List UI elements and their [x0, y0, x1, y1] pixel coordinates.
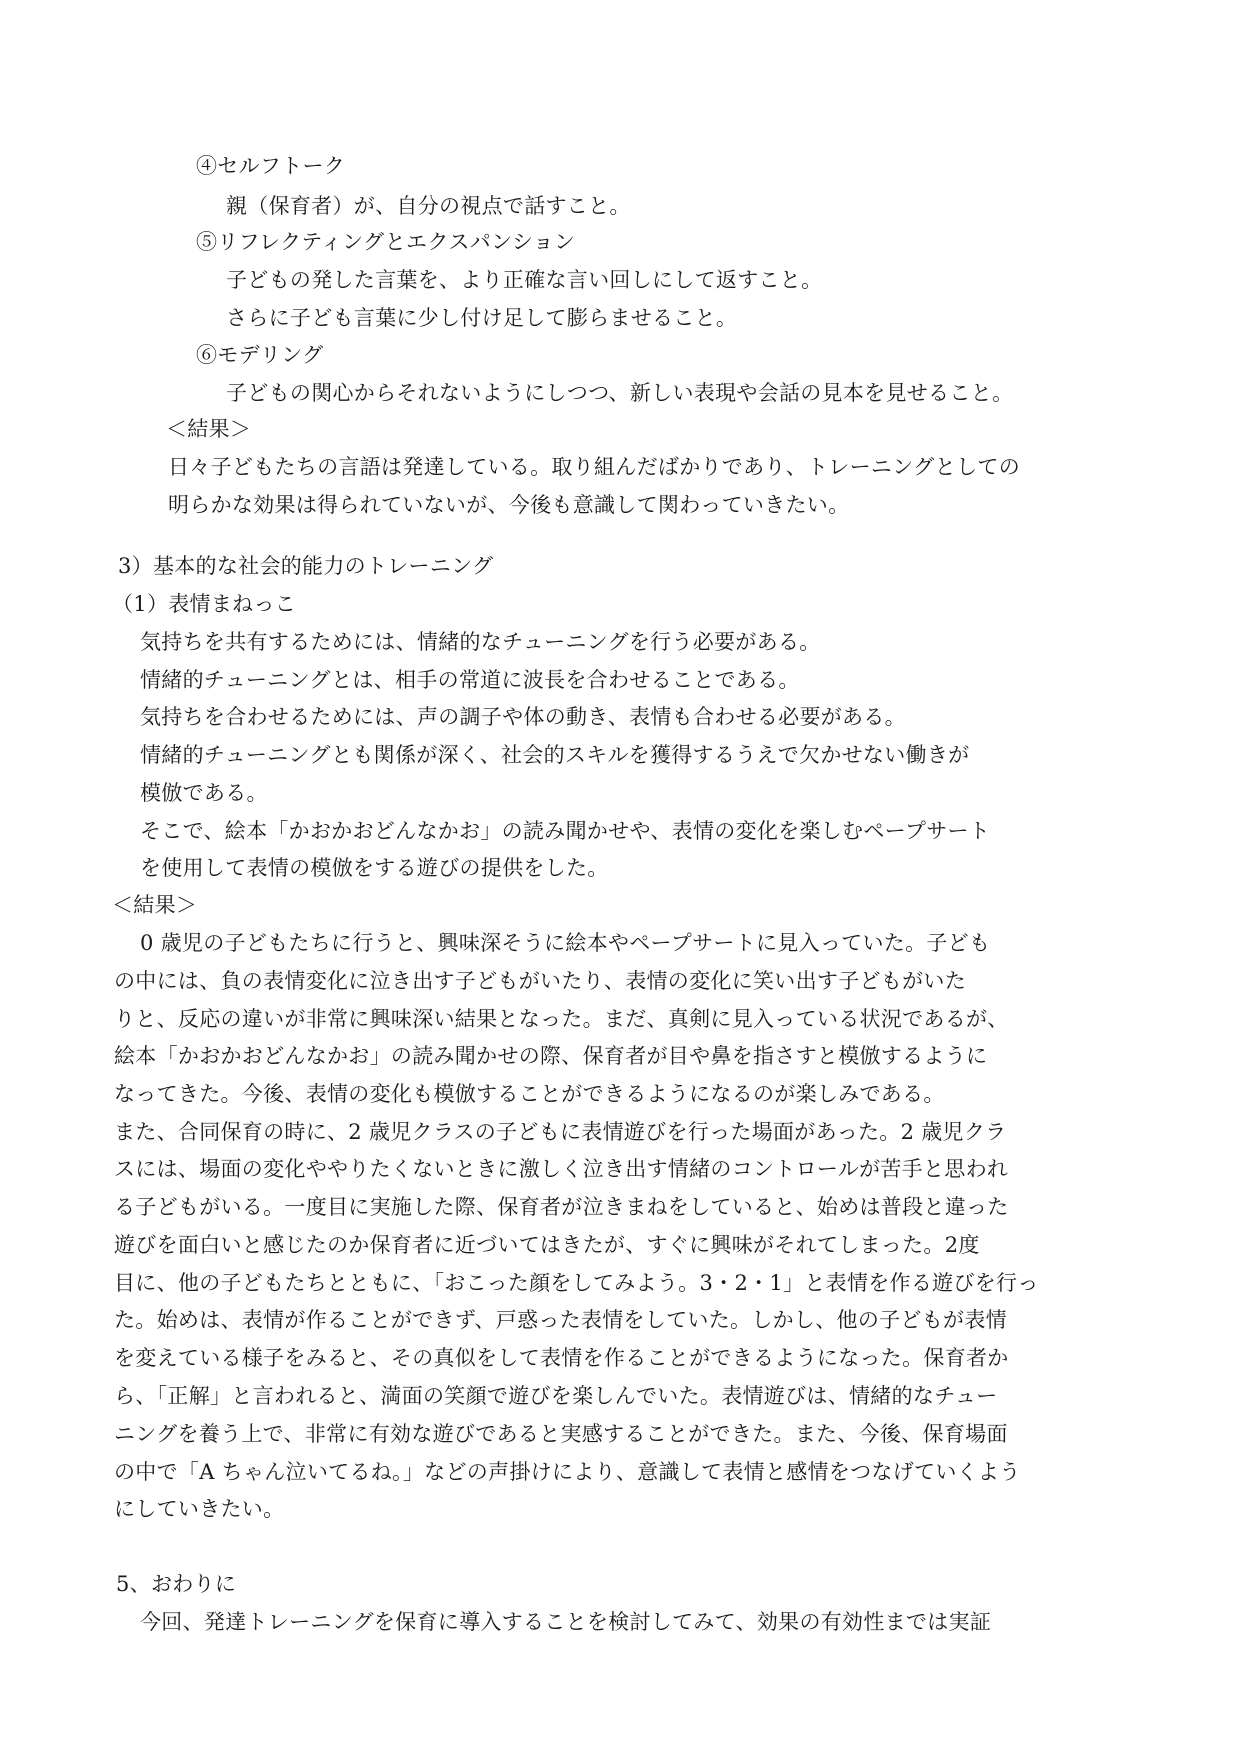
language-result-line: 明らかな効果は得られていないが、今後も意識して関わっていきたい。: [168, 493, 850, 517]
result-line: また、合同保育の時に、2 歳児クラスの子どもに表情遊びを行った場面があった。2 歳児クラ: [114, 1120, 1007, 1144]
item-self-talk-body: 親（保育者）が、自分の視点で話すこと。: [226, 194, 631, 218]
item-modeling-body: 子どもの関心からそれないようにしつつ、新しい表現や会話の見本を見せること。: [226, 381, 1014, 405]
result-line: にしていきたい。: [114, 1497, 285, 1521]
item-reflecting-body-1: 子どもの発した言葉を、より正確な言い回しにして返すこと。: [226, 268, 823, 292]
section-5-body: 今回、発達トレーニングを保育に導入することを検討してみて、効果の有効性までは実証: [140, 1610, 992, 1634]
intro-line: 気持ちを合わせるためには、声の調子や体の動き、表情も合わせる必要がある。: [140, 705, 906, 729]
section-5-heading: 5、おわりに: [116, 1572, 237, 1596]
result-line: ら、「正解」と言われると、満面の笑顔で遊びを楽しんでいた。表情遊びは、情緒的なチュー: [114, 1384, 998, 1408]
section-3-subheading: （1）表情まねっこ: [112, 592, 297, 616]
language-result-line: 日々子どもたちの言語は発達している。取り組んだばかりであり、トレーニングとしての: [168, 455, 1020, 479]
result-line: 遊びを面白いと感じたのか保育者に近づいてはきたが、すぐに興味がそれてしまった。2度: [114, 1233, 980, 1257]
result-line: 0 歳児の子どもたちに行うと、興味深そうに絵本やペープサートに見入っていた。子ども: [140, 931, 991, 955]
result-line: を変えている様子をみると、その真似をして表情を作ることができるようになった。保育者か: [114, 1346, 1009, 1370]
result-line: 絵本「かおかおどんなかお」の読み聞かせの際、保育者が目や鼻を指さすと模倣するように: [114, 1044, 988, 1068]
result-line: の中には、負の表情変化に泣き出す子どもがいたり、表情の変化に笑い出す子どもがいた: [114, 969, 966, 993]
intro-line: 気持ちを共有するためには、情緒的なチューニングを行う必要がある。: [140, 630, 821, 654]
intro-line: そこで、絵本「かおかおどんなかお」の読み聞かせや、表情の変化を楽しむペープサート: [140, 819, 991, 843]
item-reflecting-body-2: さらに子ども言葉に少し付け足して膨らませること。: [226, 306, 738, 330]
result-line: なってきた。今後、表情の変化も模倣することができるようになるのが楽しみである。: [114, 1082, 945, 1106]
item-self-talk-heading: ④セルフトーク: [196, 154, 346, 178]
section-3-heading: 3）基本的な社会的能力のトレーニング: [118, 554, 494, 578]
result-line: りと、反応の違いが非常に興味深い結果となった。まだ、真剣に見入っている状況であるが、: [114, 1007, 1009, 1031]
item-reflecting-heading: ⑤リフレクティングとエクスパンション: [196, 230, 576, 254]
intro-line: を使用して表情の模倣をする遊びの提供をした。: [140, 856, 609, 880]
item-modeling-heading: ⑥モデリング: [196, 343, 324, 367]
result-line: ニングを養う上で、非常に有効な遊びであると実感することができた。また、今後、保育場面: [114, 1422, 1008, 1446]
intro-line: 情緒的チューニングとは、相手の常道に波長を合わせることである。: [140, 668, 800, 692]
section-3-result-heading: ＜結果＞: [112, 893, 198, 917]
intro-line: 模倣である。: [140, 781, 268, 805]
result-line: の中で「A ちゃん泣いてるね。」などの声掛けにより、意識して表情と感情をつなげていくよう: [114, 1460, 1021, 1484]
result-line: る子どもがいる。一度目に実施した際、保育者が泣きまねをしていると、始めは普段と違った: [114, 1195, 1009, 1219]
intro-line: 情緒的チューニングとも関係が深く、社会的スキルを獲得するうえで欠かせない働きが: [140, 743, 970, 767]
result-line: た。始めは、表情が作ることができず、戸惑った表情をしていた。しかし、他の子どもが表情: [114, 1308, 1007, 1332]
result-line: スには、場面の変化ややりたくないときに激しく泣き出す情緒のコントロールが苦手と思われ: [114, 1157, 1009, 1181]
result-line: 目に、他の子どもたちとともに、「おこった顔をしてみよう。3・2・1」と表情を作る遊びを行っ: [114, 1271, 1039, 1295]
language-result-heading: ＜結果＞: [166, 417, 252, 441]
